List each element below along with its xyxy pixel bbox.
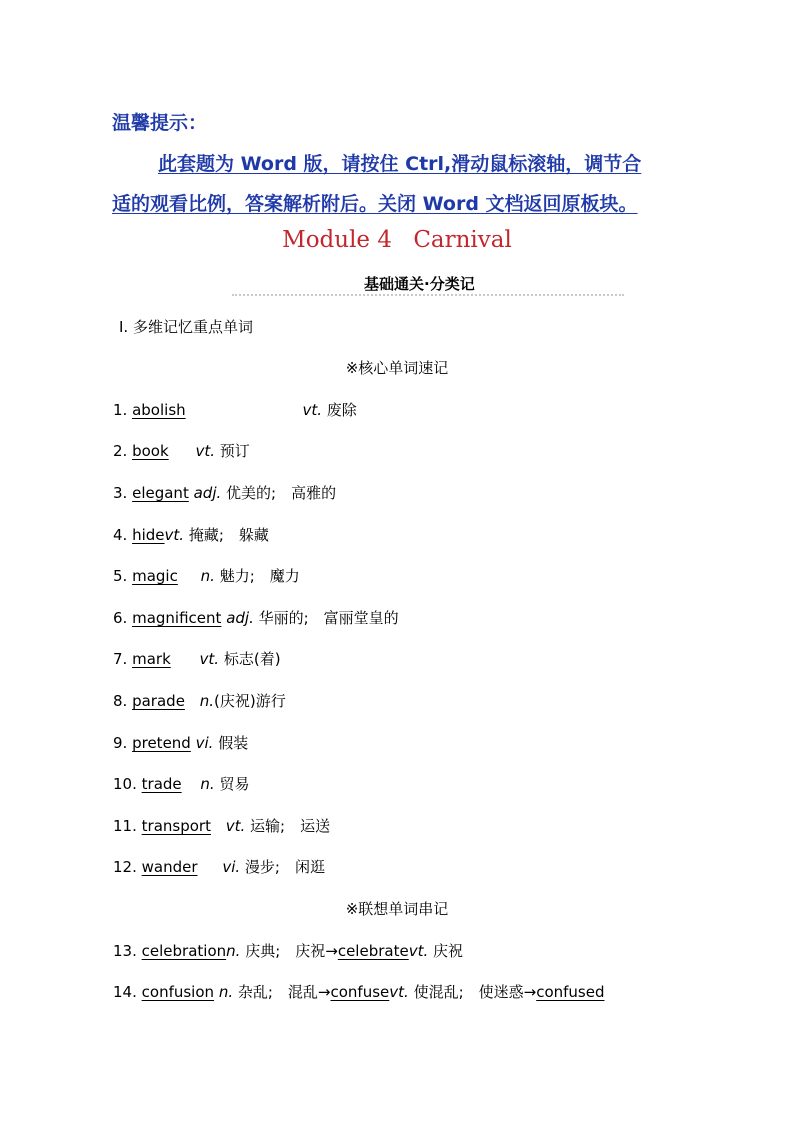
item-number: 9. — [113, 734, 128, 752]
subheading-assoc: ※联想单词串记 — [345, 900, 449, 918]
item-word: confusion — [141, 983, 215, 1001]
item-pos: adj. — [226, 609, 254, 627]
list-item — [113, 440, 250, 461]
item-word: book — [132, 442, 169, 460]
item-meaning: 废除 — [326, 401, 357, 419]
item-derived-word-2: confused — [536, 983, 605, 1001]
item-word: celebration — [141, 942, 227, 960]
item-derived-word: celebrate — [337, 942, 409, 960]
item-number: 14. — [113, 983, 137, 1001]
list-item — [113, 648, 281, 669]
item-number: 4. — [113, 526, 128, 544]
item-number: 11. — [113, 817, 137, 835]
list-item — [113, 732, 248, 753]
list-item — [113, 482, 336, 503]
list-item — [113, 565, 300, 586]
list-item — [113, 981, 605, 1002]
item-number: 13. — [113, 942, 137, 960]
item-pos: n. — [199, 692, 214, 710]
heading-vocab: Ⅰ. 多维记忆重点单词 — [119, 318, 253, 336]
item-derived-word: confuse — [330, 983, 390, 1001]
item-word: transport — [141, 817, 211, 835]
item-number: 2. — [113, 442, 128, 460]
item-number: 12. — [113, 858, 137, 876]
item-meaning: 庆典; 庆祝→ — [245, 942, 338, 960]
item-meaning: 标志(着) — [223, 650, 281, 668]
item-word: trade — [141, 775, 182, 793]
item-pos: vt. — [302, 401, 322, 419]
item-pos: vi. — [222, 858, 241, 876]
subheading-core: ※核心单词速记 — [345, 359, 449, 377]
item-derived-meaning: 使混乱; 使迷惑→ — [413, 983, 537, 1001]
module-label: Module 4 — [282, 227, 392, 253]
item-meaning: 运输; 运送 — [250, 817, 331, 835]
item-meaning: 魅力; 魔力 — [219, 567, 300, 585]
item-pos: adj. — [193, 484, 222, 502]
item-pos: n. — [218, 983, 234, 1001]
module-name: Carnival — [413, 227, 512, 253]
list-item — [113, 690, 286, 711]
module-title — [0, 227, 794, 253]
list-item — [113, 524, 269, 545]
item-pos: vt. — [195, 442, 215, 460]
item-pos: vi. — [195, 734, 214, 752]
item-pos: vt. — [164, 526, 185, 544]
item-number: 7. — [113, 650, 128, 668]
dotted-divider — [232, 294, 624, 296]
list-item — [113, 607, 399, 628]
item-meaning: 掩藏; 躲藏 — [188, 526, 269, 544]
item-meaning: 优美的; 高雅的 — [226, 484, 337, 502]
item-number: 3. — [113, 484, 128, 502]
item-meaning: (庆祝)游行 — [213, 692, 286, 710]
item-pos: n. — [200, 775, 215, 793]
item-meaning: 假装 — [218, 734, 249, 752]
item-meaning: 预订 — [219, 442, 250, 460]
list-item — [113, 856, 325, 877]
item-meaning: 杂乱; 混乱→ — [237, 983, 331, 1001]
item-pos: vt. — [225, 817, 246, 835]
list-item — [113, 399, 357, 420]
item-meaning: 漫步; 闲逛 — [244, 858, 325, 876]
item-number: 1. — [113, 401, 128, 419]
item-word: parade — [132, 692, 185, 710]
item-meaning: 华丽的; 富丽堂皇的 — [258, 609, 399, 627]
item-word: pretend — [132, 734, 191, 752]
item-number: 10. — [113, 775, 137, 793]
item-word: mark — [132, 650, 171, 668]
item-word: magic — [132, 567, 178, 585]
list-item — [113, 773, 250, 794]
list-item — [113, 815, 330, 836]
item-pos: n. — [226, 942, 241, 960]
item-word: wander — [141, 858, 198, 876]
item-meaning: 贸易 — [219, 775, 250, 793]
item-number: 6. — [113, 609, 128, 627]
item-word: magnificent — [132, 609, 222, 627]
item-derived-pos: vt. — [389, 983, 409, 1001]
section-title: 基础通关·分类记 — [364, 275, 475, 293]
tip-title: 温馨提示： — [112, 112, 208, 134]
tip-line-1: 此套题为 Word 版，请按住 Ctrl,滑动鼠标滚轴，调节合 — [158, 153, 642, 175]
item-derived-pos: vt. — [408, 942, 429, 960]
item-number: 8. — [113, 692, 128, 710]
item-word: hide — [132, 526, 165, 544]
item-word: abolish — [132, 401, 186, 419]
item-derived-meaning: 庆祝 — [433, 942, 464, 960]
item-pos: vt. — [199, 650, 220, 668]
tip-line-2: 适的观看比例，答案解析附后。关闭 Word 文档返回原板块。 — [112, 193, 638, 215]
item-word: elegant — [132, 484, 189, 502]
list-item — [113, 940, 463, 961]
item-pos: n. — [200, 567, 215, 585]
item-number: 5. — [113, 567, 128, 585]
